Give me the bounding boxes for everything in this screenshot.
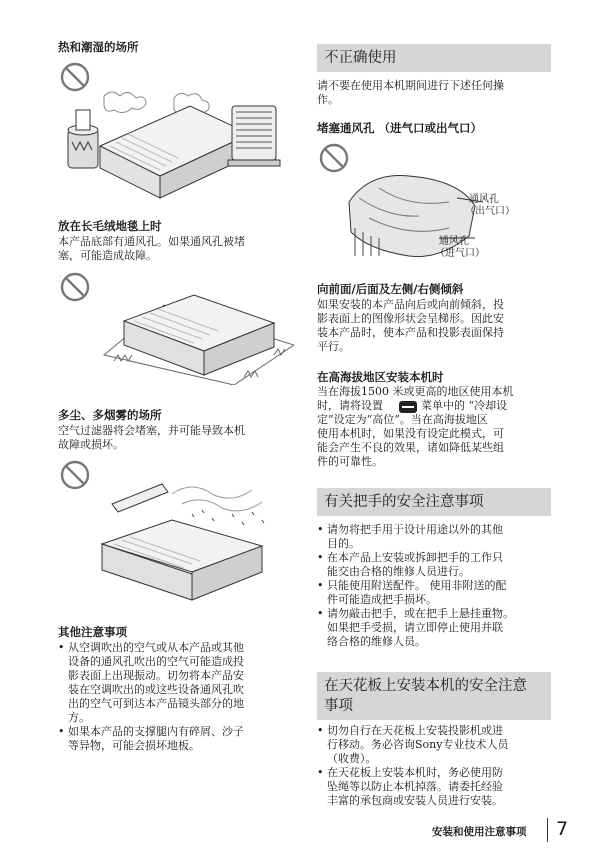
section-heading-other-notes: 其他注意事项 <box>58 625 127 639</box>
section-heading-plush-carpet: 放在长毛绒地毯上时 <box>58 219 162 233</box>
tilt-text-line4: 平行。 <box>317 340 350 353</box>
altitude-text-line5: 能会产生不良的效果，诸如降低某些组 <box>317 441 504 454</box>
vent-inlet-label: 通风孔 <box>439 236 469 247</box>
illustration-projector-on-carpet <box>94 285 294 385</box>
list-item: • 在本产品上安装或拆卸把手的工作只 能交由合格的维修人员进行。 <box>317 551 551 579</box>
illustration-heater-humidifier <box>64 86 284 206</box>
ceiling-safety-list <box>317 724 551 808</box>
list-item: • 只能使用附送配件。 使用非附送的配 件可能造成把手损坏。 <box>317 579 551 607</box>
section-heading-dust-smoke: 多尘、多烟雾的场所 <box>58 408 162 422</box>
vent-outlet-label: 通风孔 <box>469 194 499 205</box>
carpet-text-line2: 塞，可能造成故障。 <box>58 249 157 262</box>
altitude-text-line6: 件的可靠性。 <box>317 455 383 468</box>
other-notes-list <box>58 641 290 753</box>
carpet-text-line1: 本产品底部有通风孔。如果通风孔被堵 <box>58 235 245 248</box>
altitude-text-line1: 当在海拔1500 米或更高的地区使用本机 <box>317 385 514 398</box>
footer-section-title: 安装和使用注意事项 <box>432 826 527 838</box>
section-heading-blocking-vents: 堵塞通风孔 （进气口或出气口） <box>317 121 483 135</box>
altitude-text-line2a: 时，请将设置 <box>317 399 383 412</box>
tilt-text-line1: 如果安装的本产品向后或向前倾斜，投 <box>317 298 504 311</box>
handle-safety-list <box>317 523 551 649</box>
ceiling-title-line1: 在天花板上安装本机的安全注意 <box>324 678 527 694</box>
dust-text-line1: 空气过滤器将会堵塞，并可能导致本机 <box>58 424 245 437</box>
list-item: • 切勿自行在天花板上安装投影机或进 行移动。务必咨询Sony专业技术人员 （收费）。 <box>317 724 551 766</box>
settings-toolbox-icon <box>398 399 418 414</box>
ceiling-title-line2: 事项 <box>324 698 353 714</box>
section-box-improper-use: 不正确使用 <box>317 44 551 72</box>
altitude-text-line2b: 菜单中的 “冷却设 <box>421 399 508 412</box>
section-box-ceiling-safety <box>317 672 551 720</box>
page-number: 7 <box>556 818 569 840</box>
vent-outlet-sublabel: （出气口） <box>465 206 515 217</box>
improper-use-line2: 作。 <box>317 93 339 106</box>
footer-divider <box>547 818 548 842</box>
section-box-handle-safety: 有关把手的安全注意事项 <box>317 488 551 516</box>
illustration-smoke-dust <box>92 474 282 604</box>
prohibited-icon <box>60 272 90 302</box>
prohibited-icon <box>60 460 90 490</box>
list-item: • 从空调吹出的空气或从本产品或其他 设备的通风孔吹出的空气可能造成投 影表面上出现振动。切勿将本产品安 装在空调吹出的或这些设备通风孔吹 出的空气可到达本产品镜头部分的地 方。 <box>58 641 290 725</box>
list-item: • 如果本产品的支撑腿内有碎屑、沙子 等异物，可能会损坏地板。 <box>58 725 290 753</box>
section-heading-tilt: 向前面/后面及左侧/右侧倾斜 <box>317 282 464 296</box>
list-item: • 请勿将把手用于设计用途以外的其他 目的。 <box>317 523 551 551</box>
altitude-text-line4: 使用本机时，如果没有设定此模式，可 <box>317 427 504 440</box>
tilt-text-line2: 影表面上的图像形状会呈梯形。因此安 <box>317 312 504 325</box>
vent-inlet-sublabel: （进气口） <box>435 248 485 259</box>
improper-use-line1: 请不要在使用本机期间进行下述任何操 <box>317 79 504 92</box>
list-item: • 在天花板上安装本机时，务必使用防 坠绳等以防止本机掉落。请委托经验 丰富的承包商或安装人员进行安装。 <box>317 766 551 808</box>
dust-text-line2: 故障或损坏。 <box>58 438 124 451</box>
altitude-text-line3: 定”设定为“高位”。当在高海拔地区 <box>317 413 488 426</box>
section-heading-high-altitude: 在高海拔地区安装本机时 <box>317 370 444 384</box>
tilt-text-line3: 装本产品时，使本产品和投影表面保持 <box>317 326 504 339</box>
section-heading-heat-humidity: 热和潮湿的场所 <box>58 40 139 54</box>
list-item: • 请勿敲击把手，或在把手上悬挂重物。 如果把手受损，请立即停止使用并联 络合格的维修人员。 <box>317 607 551 649</box>
